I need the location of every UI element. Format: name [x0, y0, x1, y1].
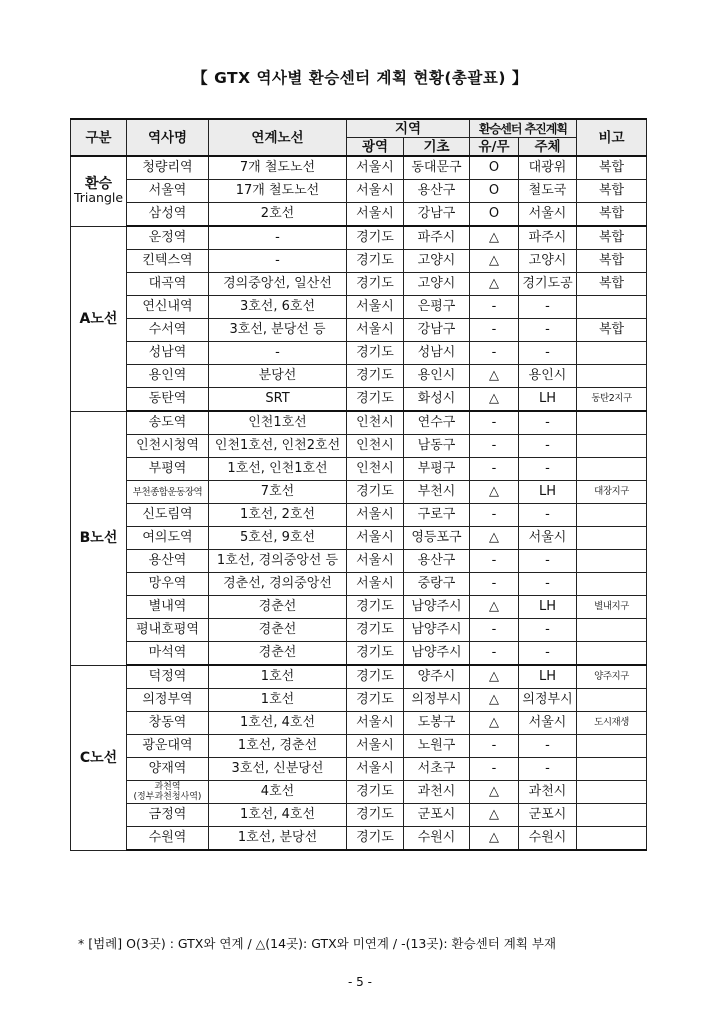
exist-cell: △ [470, 827, 519, 851]
remarks-cell: 별내지구 [577, 596, 647, 619]
remarks-cell [577, 342, 647, 365]
exist-cell: - [470, 573, 519, 596]
station-cell [127, 619, 209, 642]
station-name: 창동역 [148, 715, 187, 730]
metro-cell: 서울시 [347, 504, 404, 527]
remarks-cell [577, 458, 647, 481]
table-row [71, 156, 647, 180]
exist-cell: △ [470, 665, 519, 689]
exist-cell: - [470, 758, 519, 781]
station-name: 수원역 [148, 830, 187, 845]
lines-cell: 1호선, 4호선 [209, 712, 347, 735]
agent-cell: 대광위 [519, 156, 577, 180]
metro-cell: 경기도 [347, 365, 404, 388]
local-cell: 동대문구 [404, 156, 470, 180]
table-row [71, 180, 647, 203]
table-row [71, 665, 647, 689]
agent-cell: 고양시 [519, 250, 577, 273]
local-cell: 강남구 [404, 203, 470, 227]
lines-cell: 3호선, 6호선 [209, 296, 347, 319]
lines-cell: - [209, 342, 347, 365]
station-name-two-line [134, 782, 202, 802]
table-row [71, 296, 647, 319]
local-cell: 수원시 [404, 827, 470, 851]
lines-cell: 경춘선 [209, 619, 347, 642]
metro-cell: 경기도 [347, 388, 404, 412]
local-cell: 남양주시 [404, 619, 470, 642]
header-region: 지역 [347, 119, 470, 138]
local-cell: 도봉구 [404, 712, 470, 735]
metro-cell: 경기도 [347, 781, 404, 804]
metro-cell: 서울시 [347, 156, 404, 180]
agent-cell: 파주시 [519, 226, 577, 250]
exist-cell: - [470, 435, 519, 458]
remarks-cell: 대장지구 [577, 481, 647, 504]
lines-cell: 경춘선 [209, 642, 347, 666]
station-name: 망우역 [148, 576, 187, 591]
agent-cell: - [519, 735, 577, 758]
metro-cell: 서울시 [347, 180, 404, 203]
station-cell [127, 156, 209, 180]
lines-cell: SRT [209, 388, 347, 412]
agent-cell: - [519, 319, 577, 342]
remarks-cell [577, 642, 647, 666]
agent-cell: - [519, 573, 577, 596]
lines-cell: 3호선, 신분당선 [209, 758, 347, 781]
remarks-cell: 복합 [577, 180, 647, 203]
station-name: 용산역 [148, 553, 187, 568]
lines-cell: 1호선, 분당선 [209, 827, 347, 851]
exist-cell: - [470, 411, 519, 435]
header-category: 구분 [71, 119, 127, 156]
group-name: B노선 [79, 530, 118, 546]
lines-cell: - [209, 250, 347, 273]
local-cell: 서초구 [404, 758, 470, 781]
lines-cell: 경의중앙선, 일산선 [209, 273, 347, 296]
metro-cell: 서울시 [347, 573, 404, 596]
station-cell [127, 504, 209, 527]
remarks-cell: 복합 [577, 226, 647, 250]
table-row [71, 504, 647, 527]
metro-cell: 경기도 [347, 273, 404, 296]
header-remarks: 비고 [577, 119, 647, 156]
agent-cell: 서울시 [519, 712, 577, 735]
header-metro: 광역 [347, 138, 404, 157]
local-cell: 파주시 [404, 226, 470, 250]
metro-cell: 인천시 [347, 435, 404, 458]
exist-cell: - [470, 642, 519, 666]
exist-cell: - [470, 504, 519, 527]
local-cell: 남동구 [404, 435, 470, 458]
agent-cell: LH [519, 665, 577, 689]
table-row [71, 781, 647, 804]
table-row [71, 804, 647, 827]
header-lines: 연계노선 [209, 119, 347, 156]
table-row [71, 712, 647, 735]
remarks-cell [577, 619, 647, 642]
agent-cell: - [519, 435, 577, 458]
local-cell: 군포시 [404, 804, 470, 827]
local-cell: 용산구 [404, 550, 470, 573]
table-row [71, 527, 647, 550]
exist-cell: - [470, 550, 519, 573]
agent-cell: 서울시 [519, 527, 577, 550]
station-cell [127, 435, 209, 458]
group-cell [71, 665, 127, 850]
station-cell [127, 411, 209, 435]
station-name: 대곡역 [148, 276, 187, 291]
lines-cell: 1호선 [209, 665, 347, 689]
station-name: 신도림역 [142, 507, 193, 522]
station-name: 수서역 [148, 322, 187, 337]
local-cell: 의정부시 [404, 689, 470, 712]
station-name: 서울역 [148, 183, 187, 198]
remarks-cell: 복합 [577, 203, 647, 227]
station-cell [127, 550, 209, 573]
lines-cell: 4호선 [209, 781, 347, 804]
local-cell: 영등포구 [404, 527, 470, 550]
station-name: 부천종합운동장역 [132, 486, 203, 498]
metro-cell: 서울시 [347, 550, 404, 573]
exist-cell: △ [470, 388, 519, 412]
table-body [71, 156, 647, 850]
station-name: 연신내역 [142, 299, 193, 314]
lines-cell: 7개 철도노선 [209, 156, 347, 180]
agent-cell: 철도국 [519, 180, 577, 203]
station-cell [127, 296, 209, 319]
station-cell [127, 365, 209, 388]
agent-cell: - [519, 504, 577, 527]
remarks-cell: 양주지구 [577, 665, 647, 689]
metro-cell: 서울시 [347, 527, 404, 550]
group-cell [71, 156, 127, 226]
lines-cell: 분당선 [209, 365, 347, 388]
station-name: 동탄역 [148, 391, 187, 406]
group-cell [71, 226, 127, 411]
remarks-cell [577, 550, 647, 573]
station-name: 인천시청역 [136, 438, 199, 453]
station-cell [127, 573, 209, 596]
lines-cell: 3호선, 분당선 등 [209, 319, 347, 342]
station-name: 평내호평역 [136, 622, 199, 637]
station-name: 청량리역 [142, 160, 193, 175]
station-cell [127, 804, 209, 827]
station-cell [127, 665, 209, 689]
station-name: 용인역 [148, 368, 187, 383]
exist-cell: - [470, 319, 519, 342]
header-exist: 유/무 [470, 138, 519, 157]
station-name: 성남역 [148, 345, 187, 360]
lines-cell: 17개 철도노선 [209, 180, 347, 203]
table-row [71, 411, 647, 435]
agent-cell: - [519, 342, 577, 365]
metro-cell: 서울시 [347, 296, 404, 319]
station-cell [127, 735, 209, 758]
station-name: 덕정역 [148, 669, 187, 684]
metro-cell: 경기도 [347, 596, 404, 619]
exist-cell: △ [470, 689, 519, 712]
remarks-cell: 복합 [577, 319, 647, 342]
remarks-cell [577, 689, 647, 712]
agent-cell: 용인시 [519, 365, 577, 388]
station-cell [127, 781, 209, 804]
lines-cell: 인천1호선 [209, 411, 347, 435]
station-name: 금정역 [148, 807, 187, 822]
lines-cell: 1호선, 인천1호선 [209, 458, 347, 481]
remarks-cell [577, 296, 647, 319]
station-cell [127, 342, 209, 365]
remarks-cell [577, 527, 647, 550]
station-name: 별내역 [148, 599, 187, 614]
exist-cell: △ [470, 781, 519, 804]
station-cell [127, 226, 209, 250]
exist-cell: △ [470, 226, 519, 250]
table-row [71, 573, 647, 596]
remarks-cell [577, 758, 647, 781]
station-name: 송도역 [148, 415, 187, 430]
table-row [71, 388, 647, 412]
station-subname: (정부과천청사역) [133, 791, 202, 802]
table-row [71, 435, 647, 458]
metro-cell: 서울시 [347, 735, 404, 758]
metro-cell: 경기도 [347, 481, 404, 504]
lines-cell: 인천1호선, 인천2호선 [209, 435, 347, 458]
local-cell: 남양주시 [404, 596, 470, 619]
station-name: 의정부역 [142, 692, 193, 707]
metro-cell: 경기도 [347, 619, 404, 642]
station-name: 부평역 [148, 461, 187, 476]
remarks-cell [577, 435, 647, 458]
local-cell: 용산구 [404, 180, 470, 203]
agent-cell: - [519, 619, 577, 642]
agent-cell: - [519, 411, 577, 435]
group-cell [71, 411, 127, 665]
station-name: 과천역 [154, 781, 181, 792]
local-cell: 고양시 [404, 273, 470, 296]
exist-cell: O [470, 156, 519, 180]
remarks-cell: 복합 [577, 156, 647, 180]
metro-cell: 서울시 [347, 203, 404, 227]
agent-cell: - [519, 458, 577, 481]
group-name: A노선 [79, 310, 118, 327]
local-cell: 연수구 [404, 411, 470, 435]
remarks-cell: 동탄2지구 [577, 388, 647, 412]
agent-cell: - [519, 296, 577, 319]
exist-cell: - [470, 619, 519, 642]
exist-cell: - [470, 735, 519, 758]
lines-cell: 경춘선, 경의중앙선 [209, 573, 347, 596]
metro-cell: 경기도 [347, 226, 404, 250]
legend-note: * [범례] O(3곳) : GTX와 연계 / △(14곳): GTX와 미연계 / -(13곳): 환승센터 계획 부재 [78, 936, 557, 951]
agent-cell: 과천시 [519, 781, 577, 804]
exist-cell: △ [470, 273, 519, 296]
local-cell: 중랑구 [404, 573, 470, 596]
agent-cell: - [519, 758, 577, 781]
remarks-cell [577, 827, 647, 851]
transfer-center-table [70, 118, 647, 851]
station-cell [127, 273, 209, 296]
table-row [71, 758, 647, 781]
metro-cell: 경기도 [347, 342, 404, 365]
table-row [71, 642, 647, 666]
lines-cell: 1호선, 4호선 [209, 804, 347, 827]
table-row [71, 619, 647, 642]
exist-cell: - [470, 458, 519, 481]
table-row [71, 319, 647, 342]
header-agent: 주체 [519, 138, 577, 157]
station-name: 양재역 [148, 761, 187, 776]
local-cell: 구로구 [404, 504, 470, 527]
agent-cell: LH [519, 388, 577, 412]
table-row [71, 550, 647, 573]
page-title: 【 GTX 역사별 환승센터 계획 현황(총괄표) 】 [192, 69, 528, 87]
agent-cell: 경기도공 [519, 273, 577, 296]
agent-cell: 군포시 [519, 804, 577, 827]
station-cell [127, 758, 209, 781]
metro-cell: 서울시 [347, 319, 404, 342]
table-row [71, 481, 647, 504]
header-station: 역사명 [127, 119, 209, 156]
remarks-cell [577, 411, 647, 435]
header-plan: 환승센터 추진계획 [470, 119, 577, 138]
exist-cell: △ [470, 365, 519, 388]
remarks-cell [577, 804, 647, 827]
remarks-cell: 복합 [577, 273, 647, 296]
station-name: 여의도역 [142, 530, 193, 545]
table-row [71, 273, 647, 296]
agent-cell: 서울시 [519, 203, 577, 227]
station-cell [127, 689, 209, 712]
agent-cell: - [519, 642, 577, 666]
station-cell [127, 827, 209, 851]
exist-cell: △ [470, 481, 519, 504]
table-row [71, 458, 647, 481]
station-cell [127, 180, 209, 203]
station-cell [127, 319, 209, 342]
agent-cell: LH [519, 481, 577, 504]
lines-cell: 1호선, 경춘선 [209, 735, 347, 758]
station-name: 운정역 [148, 230, 187, 245]
station-cell [127, 527, 209, 550]
header-local: 기초 [404, 138, 470, 157]
exist-cell: - [470, 342, 519, 365]
remarks-cell [577, 365, 647, 388]
exist-cell: O [470, 203, 519, 227]
remarks-cell: 도시재생 [577, 712, 647, 735]
exist-cell: △ [470, 804, 519, 827]
station-name: 마석역 [148, 645, 187, 660]
remarks-cell [577, 504, 647, 527]
group-sub: Triangle [73, 190, 124, 206]
table-row [71, 827, 647, 851]
metro-cell: 경기도 [347, 250, 404, 273]
agent-cell: - [519, 550, 577, 573]
metro-cell: 경기도 [347, 804, 404, 827]
station-name: 킨텍스역 [142, 253, 193, 268]
remarks-cell: 복합 [577, 250, 647, 273]
exist-cell: O [470, 180, 519, 203]
local-cell: 화성시 [404, 388, 470, 412]
group-name: 환승 [84, 176, 113, 193]
exist-cell: △ [470, 250, 519, 273]
agent-cell: 의정부시 [519, 689, 577, 712]
local-cell: 노원구 [404, 735, 470, 758]
table-row [71, 365, 647, 388]
station-cell [127, 458, 209, 481]
station-cell [127, 481, 209, 504]
station-cell [127, 388, 209, 412]
remarks-cell [577, 573, 647, 596]
lines-cell: 1호선, 2호선 [209, 504, 347, 527]
local-cell: 남양주시 [404, 642, 470, 666]
local-cell: 은평구 [404, 296, 470, 319]
metro-cell: 서울시 [347, 712, 404, 735]
local-cell: 과천시 [404, 781, 470, 804]
exist-cell: △ [470, 712, 519, 735]
station-cell [127, 203, 209, 227]
agent-cell: LH [519, 596, 577, 619]
station-cell [127, 712, 209, 735]
table-row [71, 342, 647, 365]
metro-cell: 경기도 [347, 827, 404, 851]
lines-cell: - [209, 226, 347, 250]
station-name: 광운대역 [142, 738, 193, 753]
local-cell: 양주시 [404, 665, 470, 689]
station-cell [127, 596, 209, 619]
table-row [71, 689, 647, 712]
agent-cell: 수원시 [519, 827, 577, 851]
lines-cell: 1호선 [209, 689, 347, 712]
lines-cell: 1호선, 경의중앙선 등 [209, 550, 347, 573]
local-cell: 강남구 [404, 319, 470, 342]
table-row [71, 250, 647, 273]
station-cell [127, 642, 209, 666]
lines-cell: 2호선 [209, 203, 347, 227]
metro-cell: 인천시 [347, 458, 404, 481]
lines-cell: 7호선 [209, 481, 347, 504]
page-number: - 5 - [348, 975, 372, 989]
local-cell: 부천시 [404, 481, 470, 504]
exist-cell: - [470, 296, 519, 319]
metro-cell: 인천시 [347, 411, 404, 435]
lines-cell: 5호선, 9호선 [209, 527, 347, 550]
local-cell: 고양시 [404, 250, 470, 273]
lines-cell: 경춘선 [209, 596, 347, 619]
metro-cell: 경기도 [347, 665, 404, 689]
metro-cell: 경기도 [347, 689, 404, 712]
exist-cell: △ [470, 527, 519, 550]
local-cell: 성남시 [404, 342, 470, 365]
table-row [71, 203, 647, 227]
table-row [71, 596, 647, 619]
table-row [71, 226, 647, 250]
remarks-cell [577, 781, 647, 804]
local-cell: 용인시 [404, 365, 470, 388]
table-row [71, 735, 647, 758]
station-name: 삼성역 [148, 206, 187, 221]
metro-cell: 경기도 [347, 642, 404, 666]
local-cell: 부평구 [404, 458, 470, 481]
remarks-cell [577, 735, 647, 758]
station-cell [127, 250, 209, 273]
metro-cell: 서울시 [347, 758, 404, 781]
group-name: C노선 [79, 749, 118, 766]
exist-cell: △ [470, 596, 519, 619]
